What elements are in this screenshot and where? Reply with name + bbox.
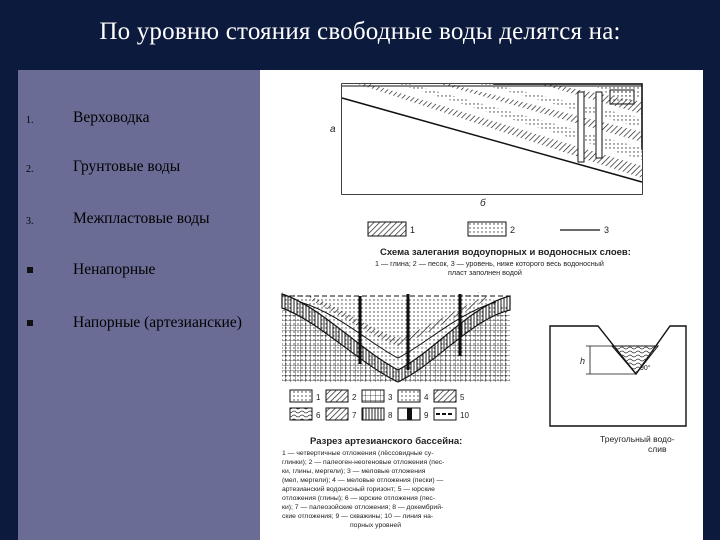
legend-7: 7 <box>352 411 357 420</box>
figures-panel <box>260 70 703 540</box>
artesian-basin-diagram <box>282 292 510 382</box>
basin-caption-line: порных уровней <box>350 522 401 529</box>
legend-8: 8 <box>388 411 393 420</box>
weir-caption-line2: слив <box>648 444 667 454</box>
strata-caption-line2: пласт заполнен водой <box>448 268 522 277</box>
strata-legend <box>368 222 609 236</box>
basin-caption-title: Разрез артезианского бассейна: <box>310 436 463 447</box>
strata-caption-title: Схема залегания водоупорных и водоносных слоев: <box>380 247 631 258</box>
square-bullet-icon <box>27 267 33 273</box>
basin-caption-line: ки); 7 — палеозойские отложения; 8 — докембрий- <box>282 504 444 511</box>
list-item-text: Верховодка <box>73 109 150 126</box>
strata-diagram <box>330 84 642 209</box>
basin-caption-line: ские отложения; 9 — скважины; 10 — линия на- <box>282 513 434 520</box>
bullet-list-panel <box>18 70 260 540</box>
legend-5: 5 <box>460 393 465 402</box>
square-bullet-icon <box>27 320 33 326</box>
legend-2: 2 <box>352 393 357 402</box>
basin-caption-line: отложения (глины); 6 — юрские отложения (пес- <box>282 495 436 502</box>
list-item-text: Ненапорные <box>73 261 156 278</box>
legend-3: 3 <box>604 225 610 235</box>
list-item-text: Напорные (артезианские) <box>73 314 242 331</box>
label-h: h <box>580 356 586 366</box>
legend-10: 10 <box>460 411 469 420</box>
strata-caption-line1: 1 — глина; 2 — песок, 3 — уровень, ниже которого весь водоносный <box>375 259 604 268</box>
legend-9: 9 <box>424 411 429 420</box>
legend-2: 2 <box>510 225 516 235</box>
legend-1: 1 <box>410 225 416 235</box>
slide-title: По уровню стояния свободные воды делятся на: <box>99 18 621 45</box>
basin-caption-line: (мел, мергели); 4 — меловые отложения (пески) — <box>282 477 444 484</box>
label-a: а <box>330 124 336 135</box>
list-item-text: Грунтовые воды <box>73 158 181 175</box>
list-number: 3. <box>26 216 34 227</box>
weir-caption-line1: Треугольный водо- <box>600 434 675 444</box>
label-b: б <box>480 198 486 209</box>
basin-caption-line: артезианский водоносный горизонт; 5 — юрские <box>282 486 435 493</box>
list-number: 1. <box>26 115 34 126</box>
legend-1: 1 <box>316 393 321 402</box>
basin-caption-line: 1 — четвертичные отложения (лёссовидные су- <box>282 450 434 457</box>
list-number: 2. <box>26 164 34 175</box>
legend-3: 3 <box>388 393 393 402</box>
legend-6: 6 <box>316 411 321 420</box>
basin-caption-line: глинки); 2 — палеоген-неогеновые отложения (пес- <box>282 459 445 466</box>
list-item-text: Межпластовые воды <box>73 210 210 227</box>
basin-caption-line: ки, глины, мергели); 3 — меловые отложения <box>282 468 426 475</box>
basin-legend <box>290 390 469 420</box>
legend-4: 4 <box>424 393 429 402</box>
label-angle: 90° <box>640 365 651 372</box>
triangular-weir-diagram <box>550 326 686 426</box>
